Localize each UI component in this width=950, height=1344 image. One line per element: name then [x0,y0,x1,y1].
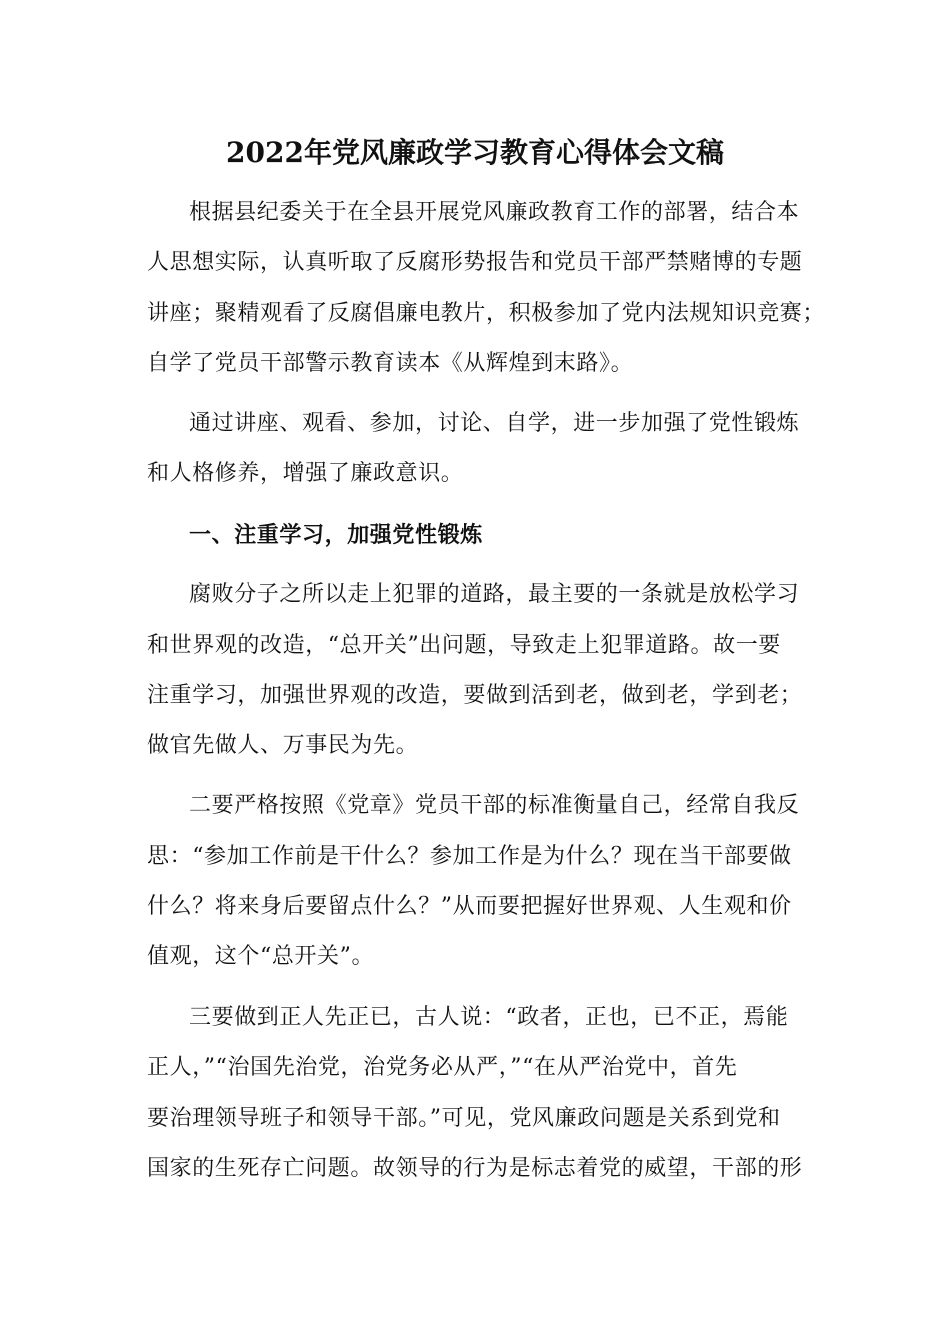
paragraph-4-line-4: 值观，这个“总开关”。 [147,944,375,969]
paragraph-4-line-2: 思：“参加工作前是干什么？参加工作是为什么？现在当干部要做 [147,844,792,869]
paragraph-3-line-2: 和世界观的改造，“总开关”出问题，导致走上犯罪道路。故一要 [147,633,781,658]
paragraph-5-line-3: 要治理领导班子和领导干部。”可见，党风廉政问题是关系到党和 [147,1106,781,1131]
paragraph-5-line-4: 国家的生死存亡问题。故领导的行为是标志着党的威望，干部的形 [147,1156,803,1181]
paragraph-2-line-1: 通过讲座、观看、参加，讨论、自学，进一步加强了党性锻炼 [189,411,800,436]
section-heading-1: 一、注重学习，加强党性锻炼 [189,522,483,548]
paragraph-4-line-3: 什么？将来身后要留点什么？”从而要把握好世界观、人生观和价 [147,894,792,919]
paragraph-3-line-3: 注重学习，加强世界观的改造，要做到活到老，做到老，学到老； [147,683,803,708]
paragraph-2-line-2: 和人格修养，增强了廉政意识。 [147,461,464,486]
document-title: 2022年党风廉政学习教育心得体会文稿 [226,136,724,169]
paragraph-3-line-4: 做官先做人、万事民为先。 [147,733,419,758]
paragraph-5-line-1: 三要做到正人先正已，古人说：“政者，正也，已不正，焉能 [189,1005,789,1030]
paragraph-1-line-4: 自学了党员干部警示教育读本《从辉煌到末路》。 [147,351,634,376]
paragraph-5-line-2: 正人，”“治国先治党，治党务必从严，”“在从严治党中，首先 [147,1055,738,1080]
paragraph-4-line-1: 二要严格按照《党章》党员干部的标准衡量自己，经常自我反 [189,793,800,818]
paragraph-1-line-3: 讲座；聚精观看了反腐倡廉电教片，积极参加了党内法规知识竞赛； [147,301,826,326]
paragraph-3-line-1: 腐败分子之所以走上犯罪的道路，最主要的一条就是放松学习 [189,582,800,607]
paragraph-1-line-1: 根据县纪委关于在全县开展党风廉政教育工作的部署，结合本 [189,200,800,225]
paragraph-1-line-2: 人思想实际，认真听取了反腐形势报告和党员干部严禁赌博的专题 [147,250,803,275]
